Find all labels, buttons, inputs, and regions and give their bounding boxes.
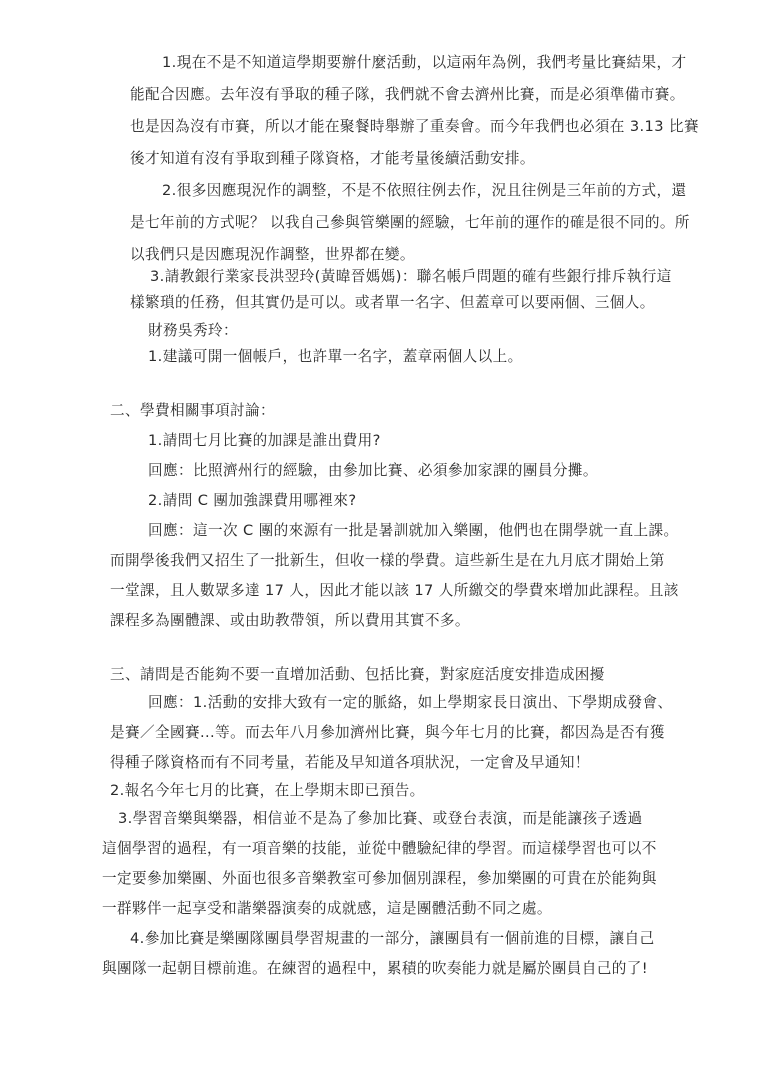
text-line: 一堂課，且人數眾多達 17 人，因此才能以該 17 人所繳交的學費來增加此課程。且該 bbox=[110, 582, 679, 599]
text-line: 一群夥伴一起享受和諧樂器演奏的成就感，這是團體活動不同之處。 bbox=[102, 900, 552, 917]
text-line: 而開學後我們又招生了一批新生，但收一樣的學費。這些新生是在九月底才開始上第 bbox=[110, 552, 665, 569]
text-line: 是賽／全國賽...等。而去年八月參加濟州比賽，與今年七月的比賽，都因為是否有獲 bbox=[110, 724, 665, 741]
text-line: 1.現在不是不知道這學期要辦什麼活動，以這兩年為例，我們考量比賽結果，才 bbox=[162, 54, 687, 71]
text-line: 課程多為團體課、或由助教帶領，所以費用其實不多。 bbox=[110, 612, 470, 629]
section-heading: 三、請問是否能夠不要一直增加活動、包括比賽，對家庭活度安排造成困擾 bbox=[110, 666, 605, 683]
text-line: 2.報名今年七月的比賽，在上學期末即已預告。 bbox=[110, 782, 425, 799]
answer-line: 回應：比照濟州行的經驗，由參加比賽、必須參加家課的團員分攤。 bbox=[148, 462, 598, 479]
answer-line: 回應：這一次 C 團的來源有一批是暑訓就加入樂團，他們也在開學就一直上課。 bbox=[148, 522, 679, 539]
section-heading: 二、學費相關事項討論： bbox=[110, 402, 275, 419]
text-line: 3.請教銀行業家長洪翌玲(黃暐晉媽媽)：聯名帳戶問題的確有些銀行排斥執行這 bbox=[150, 268, 672, 285]
text-line: 得種子隊資格而有不同考量，若能及早知道各項狀況，一定會及早通知！ bbox=[110, 754, 590, 771]
text-line: 後才知道有沒有爭取到種子隊資格，才能考量後續活動安排。 bbox=[130, 150, 535, 167]
text-line: 是七年前的方式呢？ 以我自己參與管樂團的經驗，七年前的運作的確是很不同的。所 bbox=[130, 214, 690, 231]
text-line: 樣繁瑣的任務，但其實仍是可以。或者單一名字、但蓋章可以要兩個、三個人。 bbox=[130, 294, 655, 311]
answer-line: 回應：1.活動的安排大致有一定的脈絡，如上學期家長日演出、下學期成發會、 bbox=[148, 694, 673, 711]
text-line: 能配合因應。去年沒有爭取的種子隊，我們就不會去濟州比賽，而是必須準備市賽。 bbox=[130, 86, 685, 103]
text-line: 也是因為沒有市賽，所以才能在聚餐時舉辦了重奏會。而今年我們也必須在 3.13 比賽 bbox=[130, 118, 699, 135]
text-line: 1.建議可開一個帳戶，也許單一名字，蓋章兩個人以上。 bbox=[148, 348, 523, 365]
text-line: 一定要參加樂團、外面也很多音樂教室可參加個別課程，參加樂團的可貴在於能夠與 bbox=[102, 870, 657, 887]
question-line: 2.請問 C 團加強課費用哪裡來? bbox=[148, 492, 357, 509]
text-line: 4.參加比賽是樂團隊團員學習規畫的一部分，讓團員有一個前進的目標，讓自己 bbox=[130, 930, 655, 947]
section-heading: 財務吳秀玲： bbox=[148, 322, 238, 339]
question-line: 1.請問七月比賽的加課是誰出費用? bbox=[148, 432, 381, 449]
text-line: 與團隊一起朝目標前進。在練習的過程中，累積的吹奏能力就是屬於團員自己的了! bbox=[102, 960, 649, 977]
text-line: 3.學習音樂與樂器，相信並不是為了參加比賽、或登台表演，而是能讓孩子透過 bbox=[118, 810, 643, 827]
text-line: 2.很多因應現況作的調整，不是不依照往例去作，況且往例是三年前的方式，還 bbox=[162, 182, 687, 199]
text-line: 這個學習的過程，有一項音樂的技能，並從中體驗紀律的學習。而這樣學習也可以不 bbox=[102, 840, 657, 857]
text-line: 以我們只是因應現況作調整，世界都在變。 bbox=[130, 246, 415, 263]
